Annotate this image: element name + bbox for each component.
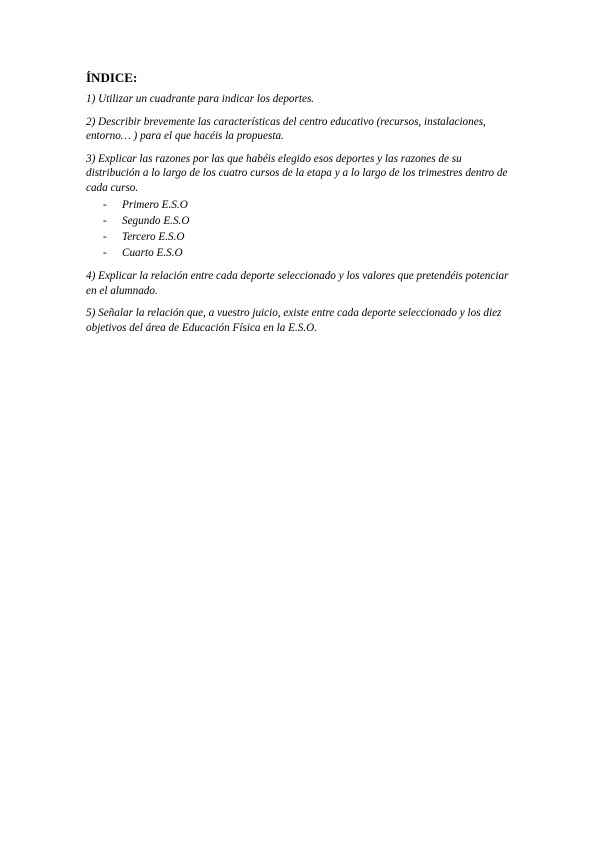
course-label: Tercero E.S.O [122,231,185,243]
course-label: Segundo E.S.O [122,215,190,227]
course-list [86,197,516,261]
index-item-5: 5) Señalar la relación que, a vuestro juicio, existe entre cada deporte seleccionado y los diez objetivos del área de Educación Física en la E.S.O. [86,307,502,334]
course-label: Cuarto E.S.O [122,247,183,259]
index-item-1: 1) Utilizar un cuadrante para indicar los deportes. [86,93,315,105]
list-item [103,229,516,245]
index-item-3: 3) Explicar las razones por las que habéis elegido esos deportes y las razones de su distribución a lo largo de los cuatro cursos de la etapa y a lo largo de los trimestres dentro de cada curso. [86,152,508,194]
document-title: ÍNDICE: [86,70,138,85]
list-bullet: - [103,199,107,211]
document-page [86,70,516,343]
list-bullet: - [103,231,107,243]
index-item-4: 4) Explicar la relación entre cada deporte seleccionado y los valores que pretendéis potenciar en el alumnado. [86,270,509,297]
index-item-2: 2) Describir brevemente las características del centro educativo (recursos, instalaciones, entorno… ) para el que hacéis la propuesta. [86,115,486,142]
list-bullet: - [103,247,107,259]
list-item [103,197,516,213]
course-label: Primero E.S.O [122,199,188,211]
list-item [103,245,516,261]
list-item [103,213,516,229]
list-bullet: - [103,215,107,227]
